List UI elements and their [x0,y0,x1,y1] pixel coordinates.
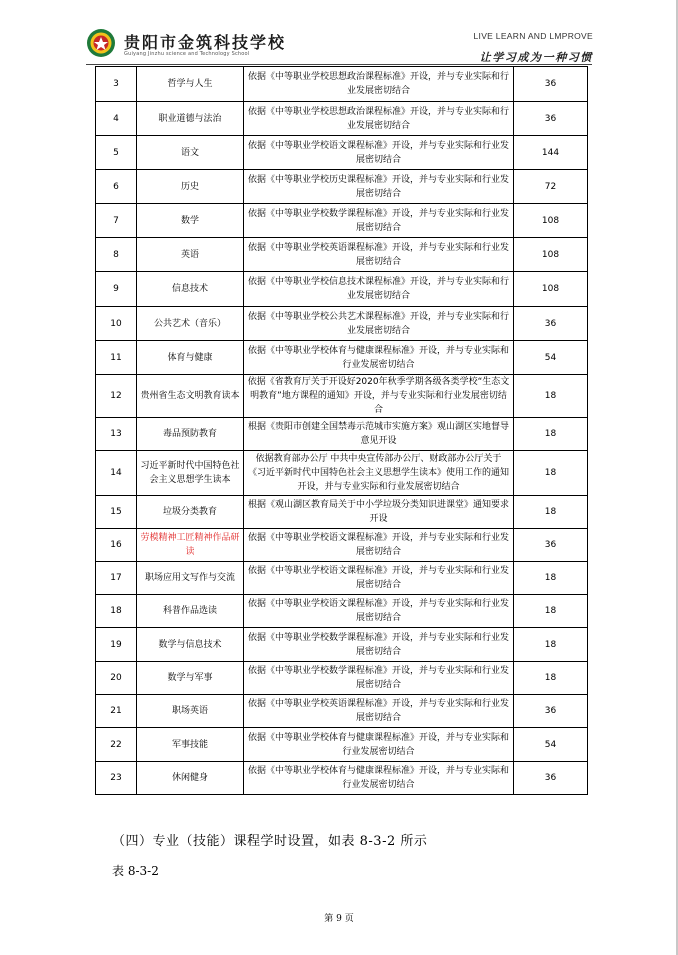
course-hours: 54 [514,341,588,375]
course-number: 8 [96,238,137,272]
course-name: 英语 [137,238,244,272]
course-requirement: 依据《中等职业学校英语课程标准》开设，并与专业实际和行业发展密切结合 [244,238,514,272]
course-name: 哲学与人生 [137,67,244,102]
course-hours-table [95,66,588,795]
course-requirement: 依据《中等职业学校语文课程标准》开设，并与专业实际和行业发展密切结合 [244,529,514,562]
table-row [96,67,588,102]
course-number: 9 [96,272,137,307]
table-row [96,204,588,238]
course-number: 19 [96,628,137,662]
course-number: 7 [96,204,137,238]
course-requirement: 依据《中等职业学校信息技术课程标准》开设，并与专业实际和行业发展密切结合 [244,272,514,307]
course-requirement: 依据《中等职业学校数学课程标准》开设，并与专业实际和行业发展密切结合 [244,628,514,662]
table-row [96,170,588,204]
course-name: 职场应用文写作与交流 [137,562,244,595]
slogan-english: LIVE LEARN AND LMPROVE [473,31,593,41]
course-number: 11 [96,341,137,375]
course-requirement: 依据《中等职业学校数学课程标准》开设，并与专业实际和行业发展密切结合 [244,204,514,238]
course-name: 体育与健康 [137,341,244,375]
course-name: 数学与信息技术 [137,628,244,662]
course-name: 贵州省生态文明教育读本 [137,375,244,418]
course-hours: 18 [514,375,588,418]
course-hours: 18 [514,662,588,695]
course-hours: 36 [514,102,588,136]
page-header [0,0,678,68]
table-row [96,628,588,662]
course-number: 23 [96,762,137,795]
course-requirement: 依据《省教育厅关于开设好2020年秋季学期各级各类学校“生态文明教育”地方课程的通知》开设，并与专业实际和行业发展密切结合 [244,375,514,418]
course-number: 13 [96,418,137,451]
course-number: 6 [96,170,137,204]
table-row [96,762,588,795]
course-name: 信息技术 [137,272,244,307]
course-name: 公共艺术（音乐） [137,307,244,341]
slogan-chinese: 让学习成为一种习惯 [479,51,593,64]
course-hours: 18 [514,496,588,529]
course-number: 17 [96,562,137,595]
course-hours: 18 [514,628,588,662]
course-name: 历史 [137,170,244,204]
course-number: 18 [96,595,137,628]
course-requirement: 依据《中等职业学校数学课程标准》开设，并与专业实际和行业发展密切结合 [244,662,514,695]
table-row [96,662,588,695]
table-row [96,418,588,451]
course-name: 数学与军事 [137,662,244,695]
table-row [96,451,588,496]
course-requirement: 依据《中等职业学校思想政治课程标准》开设，并与专业实际和行业发展密切结合 [244,67,514,102]
course-requirement: 依据《中等职业学校公共艺术课程标准》开设，并与专业实际和行业发展密切结合 [244,307,514,341]
course-number: 22 [96,728,137,762]
header-divider [86,64,592,65]
course-hours: 72 [514,170,588,204]
course-number: 12 [96,375,137,418]
table-row [96,695,588,728]
table-row [96,307,588,341]
table-row [96,102,588,136]
course-number: 15 [96,496,137,529]
course-number: 20 [96,662,137,695]
course-name: 习近平新时代中国特色社会主义思想学生读本 [137,451,244,496]
table-row [96,728,588,762]
table-row [96,136,588,170]
page-number: 第 9 页 [324,914,354,924]
course-hours: 18 [514,595,588,628]
course-name: 职场英语 [137,695,244,728]
table-row [96,375,588,418]
course-name: 休闲健身 [137,762,244,795]
school-name-english: Guiyang Jinzhu science and Technology School [124,51,250,57]
course-number: 5 [96,136,137,170]
course-requirement: 依据《中等职业学校历史课程标准》开设，并与专业实际和行业发展密切结合 [244,170,514,204]
course-hours: 144 [514,136,588,170]
course-number: 14 [96,451,137,496]
table-row [96,562,588,595]
course-hours: 54 [514,728,588,762]
course-number: 21 [96,695,137,728]
course-hours: 108 [514,238,588,272]
course-hours: 18 [514,562,588,595]
course-number: 10 [96,307,137,341]
course-requirement: 依据《中等职业学校语文课程标准》开设，并与专业实际和行业发展密切结合 [244,562,514,595]
course-requirement: 根据《贵阳市创建全国禁毒示范城市实施方案》观山湖区实地督导意见开设 [244,418,514,451]
course-requirement: 依据《中等职业学校思想政治课程标准》开设，并与专业实际和行业发展密切结合 [244,102,514,136]
course-number: 16 [96,529,137,562]
course-hours: 18 [514,451,588,496]
table-row [96,496,588,529]
course-number: 3 [96,67,137,102]
course-hours: 36 [514,67,588,102]
table-row [96,341,588,375]
section-heading: （四）专业（技能）课程学时设置，如表 8-3-2 所示 [112,834,428,849]
school-emblem-icon [86,28,116,58]
course-requirement: 依据《中等职业学校体育与健康课程标准》开设，并与专业实际和行业发展密切结合 [244,728,514,762]
table-caption: 表 8-3-2 [112,864,159,878]
course-requirement: 依据《中等职业学校体育与健康课程标准》开设，并与专业实际和行业发展密切结合 [244,341,514,375]
course-hours: 18 [514,418,588,451]
course-name: 科普作品选读 [137,595,244,628]
course-name: 垃圾分类教育 [137,496,244,529]
table-row [96,529,588,562]
course-hours: 36 [514,695,588,728]
course-name: 语文 [137,136,244,170]
table-row [96,238,588,272]
course-requirement: 依据《中等职业学校英语课程标准》开设，并与专业实际和行业发展密切结合 [244,695,514,728]
course-name: 劳模精神工匠精神作品研读 [137,529,244,562]
course-requirement: 依据《中等职业学校语文课程标准》开设，并与专业实际和行业发展密切结合 [244,136,514,170]
course-table-body [96,67,588,795]
course-requirement: 依据《中等职业学校体育与健康课程标准》开设，并与专业实际和行业发展密切结合 [244,762,514,795]
course-hours: 36 [514,307,588,341]
course-hours: 108 [514,204,588,238]
course-requirement: 依据《中等职业学校语文课程标准》开设，并与专业实际和行业发展密切结合 [244,595,514,628]
course-requirement: 依据教育部办公厅 中共中央宣传部办公厅、财政部办公厅关于《习近平新时代中国特色社会主义思想学生读本》使用工作的通知开设，并与专业实际和行业发展密切结合 [244,451,514,496]
course-name: 职业道德与法治 [137,102,244,136]
school-name: 贵阳市金筑科技学校 [124,33,287,52]
course-number: 4 [96,102,137,136]
course-name: 数学 [137,204,244,238]
course-hours: 36 [514,762,588,795]
course-name: 毒品预防教育 [137,418,244,451]
course-hours: 108 [514,272,588,307]
course-hours: 36 [514,529,588,562]
table-row [96,272,588,307]
table-row [96,595,588,628]
course-requirement: 根据《观山湖区教育局关于中小学垃圾分类知识进课堂》通知要求开设 [244,496,514,529]
course-name: 军事技能 [137,728,244,762]
